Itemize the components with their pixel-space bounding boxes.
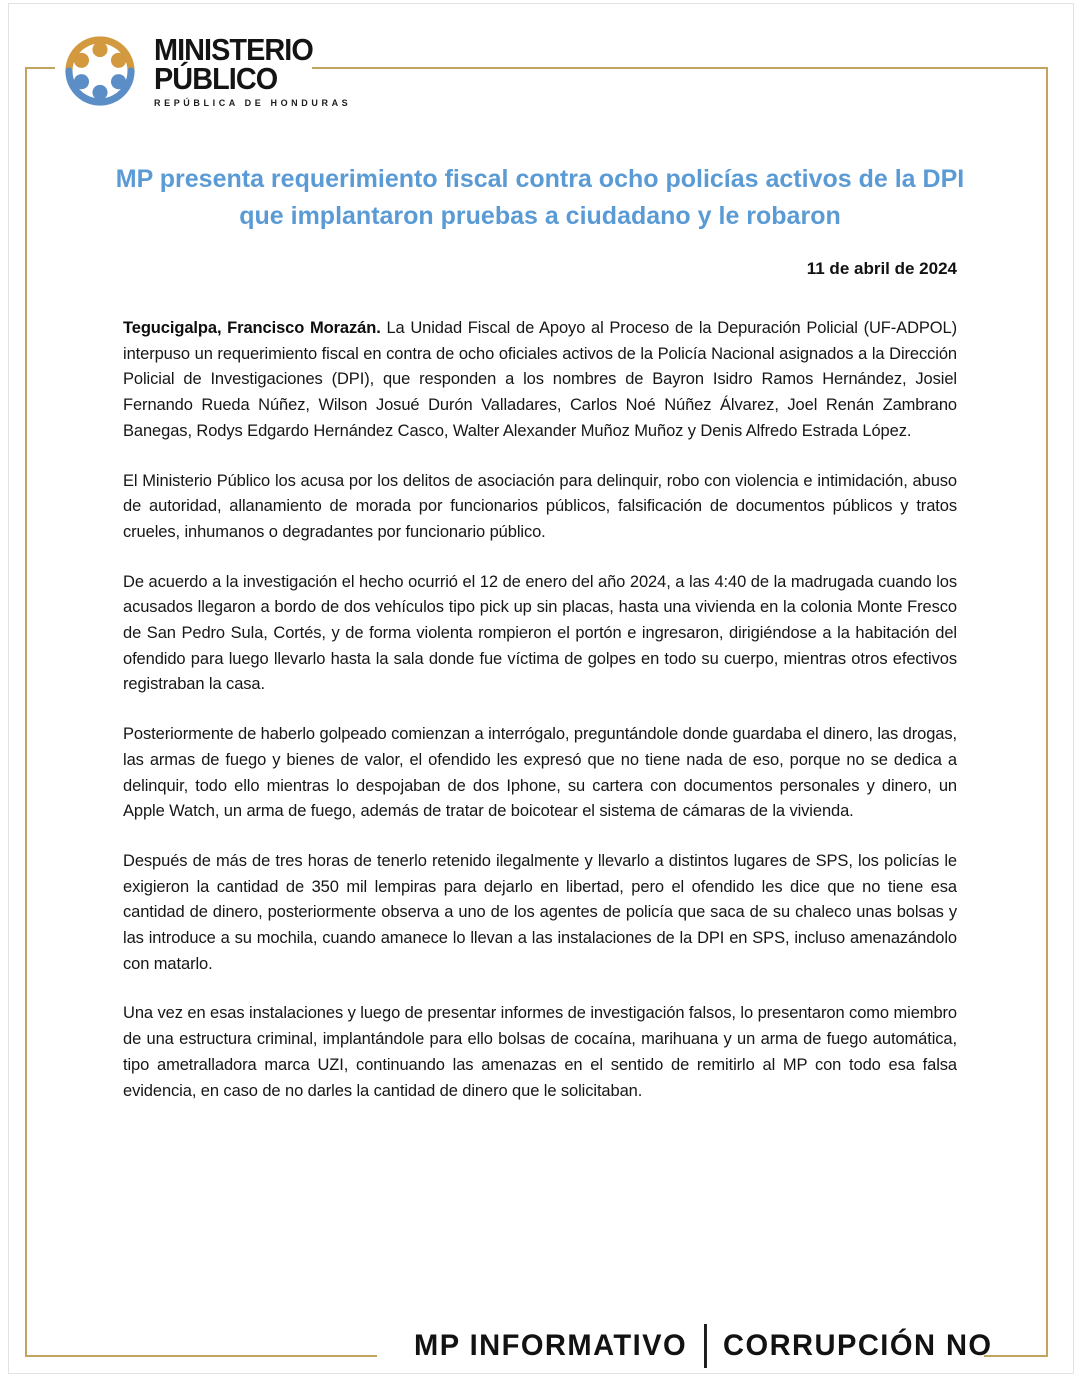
logo-name-line2: PÚBLICO [154,61,278,96]
frame-line-right [1046,67,1048,1357]
article-body [123,316,957,1128]
body-paragraph: El Ministerio Público los acusa por los delitos de asociación para delinquir, robo con violencia e intimidación, abuso de autoridad, allanamiento de morada por funcionarios públicos, falsificación de documentos públicos y tratos crueles, inhumanos o degradantes por funcionario público. [123,471,957,541]
frame-line-top-left-nub [25,67,55,69]
dateline: 11 de abril de 2024 [806,259,957,278]
logo-name-line1: MINISTERIO [154,32,313,67]
footer [414,1324,993,1368]
body-paragraph: Posteriormente de haberlo golpeado comienzan a interrógalo, preguntándole donde guardaba el dinero, las drogas, las armas de fuego y bienes de valor, el ofendido les expresó que no tiene nada de eso, porque no se dedica a delinquir, todo ello mientras lo despojaban de dos Iphone, su cartera con documentos personales y dinero, un Apple Watch, un arma de fuego, además de tratar de boicotear el sistema de cámaras de la vivienda. [123,725,957,821]
masthead [58,27,351,115]
frame-line-bottom-right [984,1355,1048,1357]
logo-subtitle: REPÚBLICA DE HONDURAS [154,98,352,108]
footer-left-label: MP INFORMATIVO [414,1329,688,1362]
body-paragraph: Después de más de tres horas de tenerlo retenido ilegalmente y llevarlo a distintos lugares de SPS, los policías le exigieron la cantidad de 350 mil lempiras para dejarlo en libertad, pero el ofendido les dice que no tiene esa cantidad de dinero, posteriormente observa a uno de los agentes de policía que saca de su chaleco unas bolsas y las introduce a su mochila, cuando amanece lo llevan a las instalaciones de la DPI en SPS, incluso amenazándolo con matarlo. [123,851,957,973]
footer-right-label: CORRUPCIÓN NO [723,1329,993,1362]
people-circle-icon [58,27,142,115]
paragraph-lead: Tegucigalpa, Francisco Morazán. [123,319,381,337]
frame-line-top [312,67,1048,69]
frame-line-bottom-left [25,1355,377,1357]
headline: MP presenta requerimiento fiscal contra ocho policías activos de la DPI que implantaron pruebas a ciudadano y le robaron [115,165,965,230]
frame-line-left [25,67,27,1357]
body-paragraph: Una vez en esas instalaciones y luego de presentar informes de investigación falsos, lo presentaron como miembro de una estructura criminal, implantándole para ello bolsas de cocaína, marihuana y un arma de fuego automática, tipo ametralladora marca UZI, continuando las amenazas en el sentido de remitirlo al MP con todo esa falsa evidencia, en caso de no darles la cantidad de dinero que le solicitaban. [123,1004,957,1100]
body-paragraph: Tegucigalpa, Francisco Morazán. La Unidad Fiscal de Apoyo al Proceso de la Depuración Policial (UF-ADPOL) interpuso un requerimiento fiscal en contra de ocho oficiales activos de la Policía Nacional asignados a la Dirección Policial de Investigaciones (DPI), que responden a los nombres de Bayron Isidro Ramos Hernández, Josiel Fernando Rueda Núñez, Wilson Josué Durón Valladares, Carlos Noé Núñez Álvarez, Joel Renán Zambrano Banegas, Rodys Edgardo Hernández Casco, Walter Alexander Muñoz Muñoz y Denis Alfredo Estrada López. [123,319,958,440]
body-paragraph: De acuerdo a la investigación el hecho ocurrió el 12 de enero del año 2024, a las 4:40 de la madrugada cuando los acusados llegaron a bordo de dos vehículos tipo pick up sin placas, hasta una vivienda en la colonia Monte Fresco de San Pedro Sula, Cortés, y de forma violenta rompieron el portón e ingresaron, dirigiéndose a la habitación del ofendido para luego llevarlo hasta la sala donde fue víctima de golpes en todo su cuerpo, mientras otros efectivos registraban la casa. [123,572,957,694]
logo-text [154,27,351,108]
footer-separator [704,1324,707,1368]
